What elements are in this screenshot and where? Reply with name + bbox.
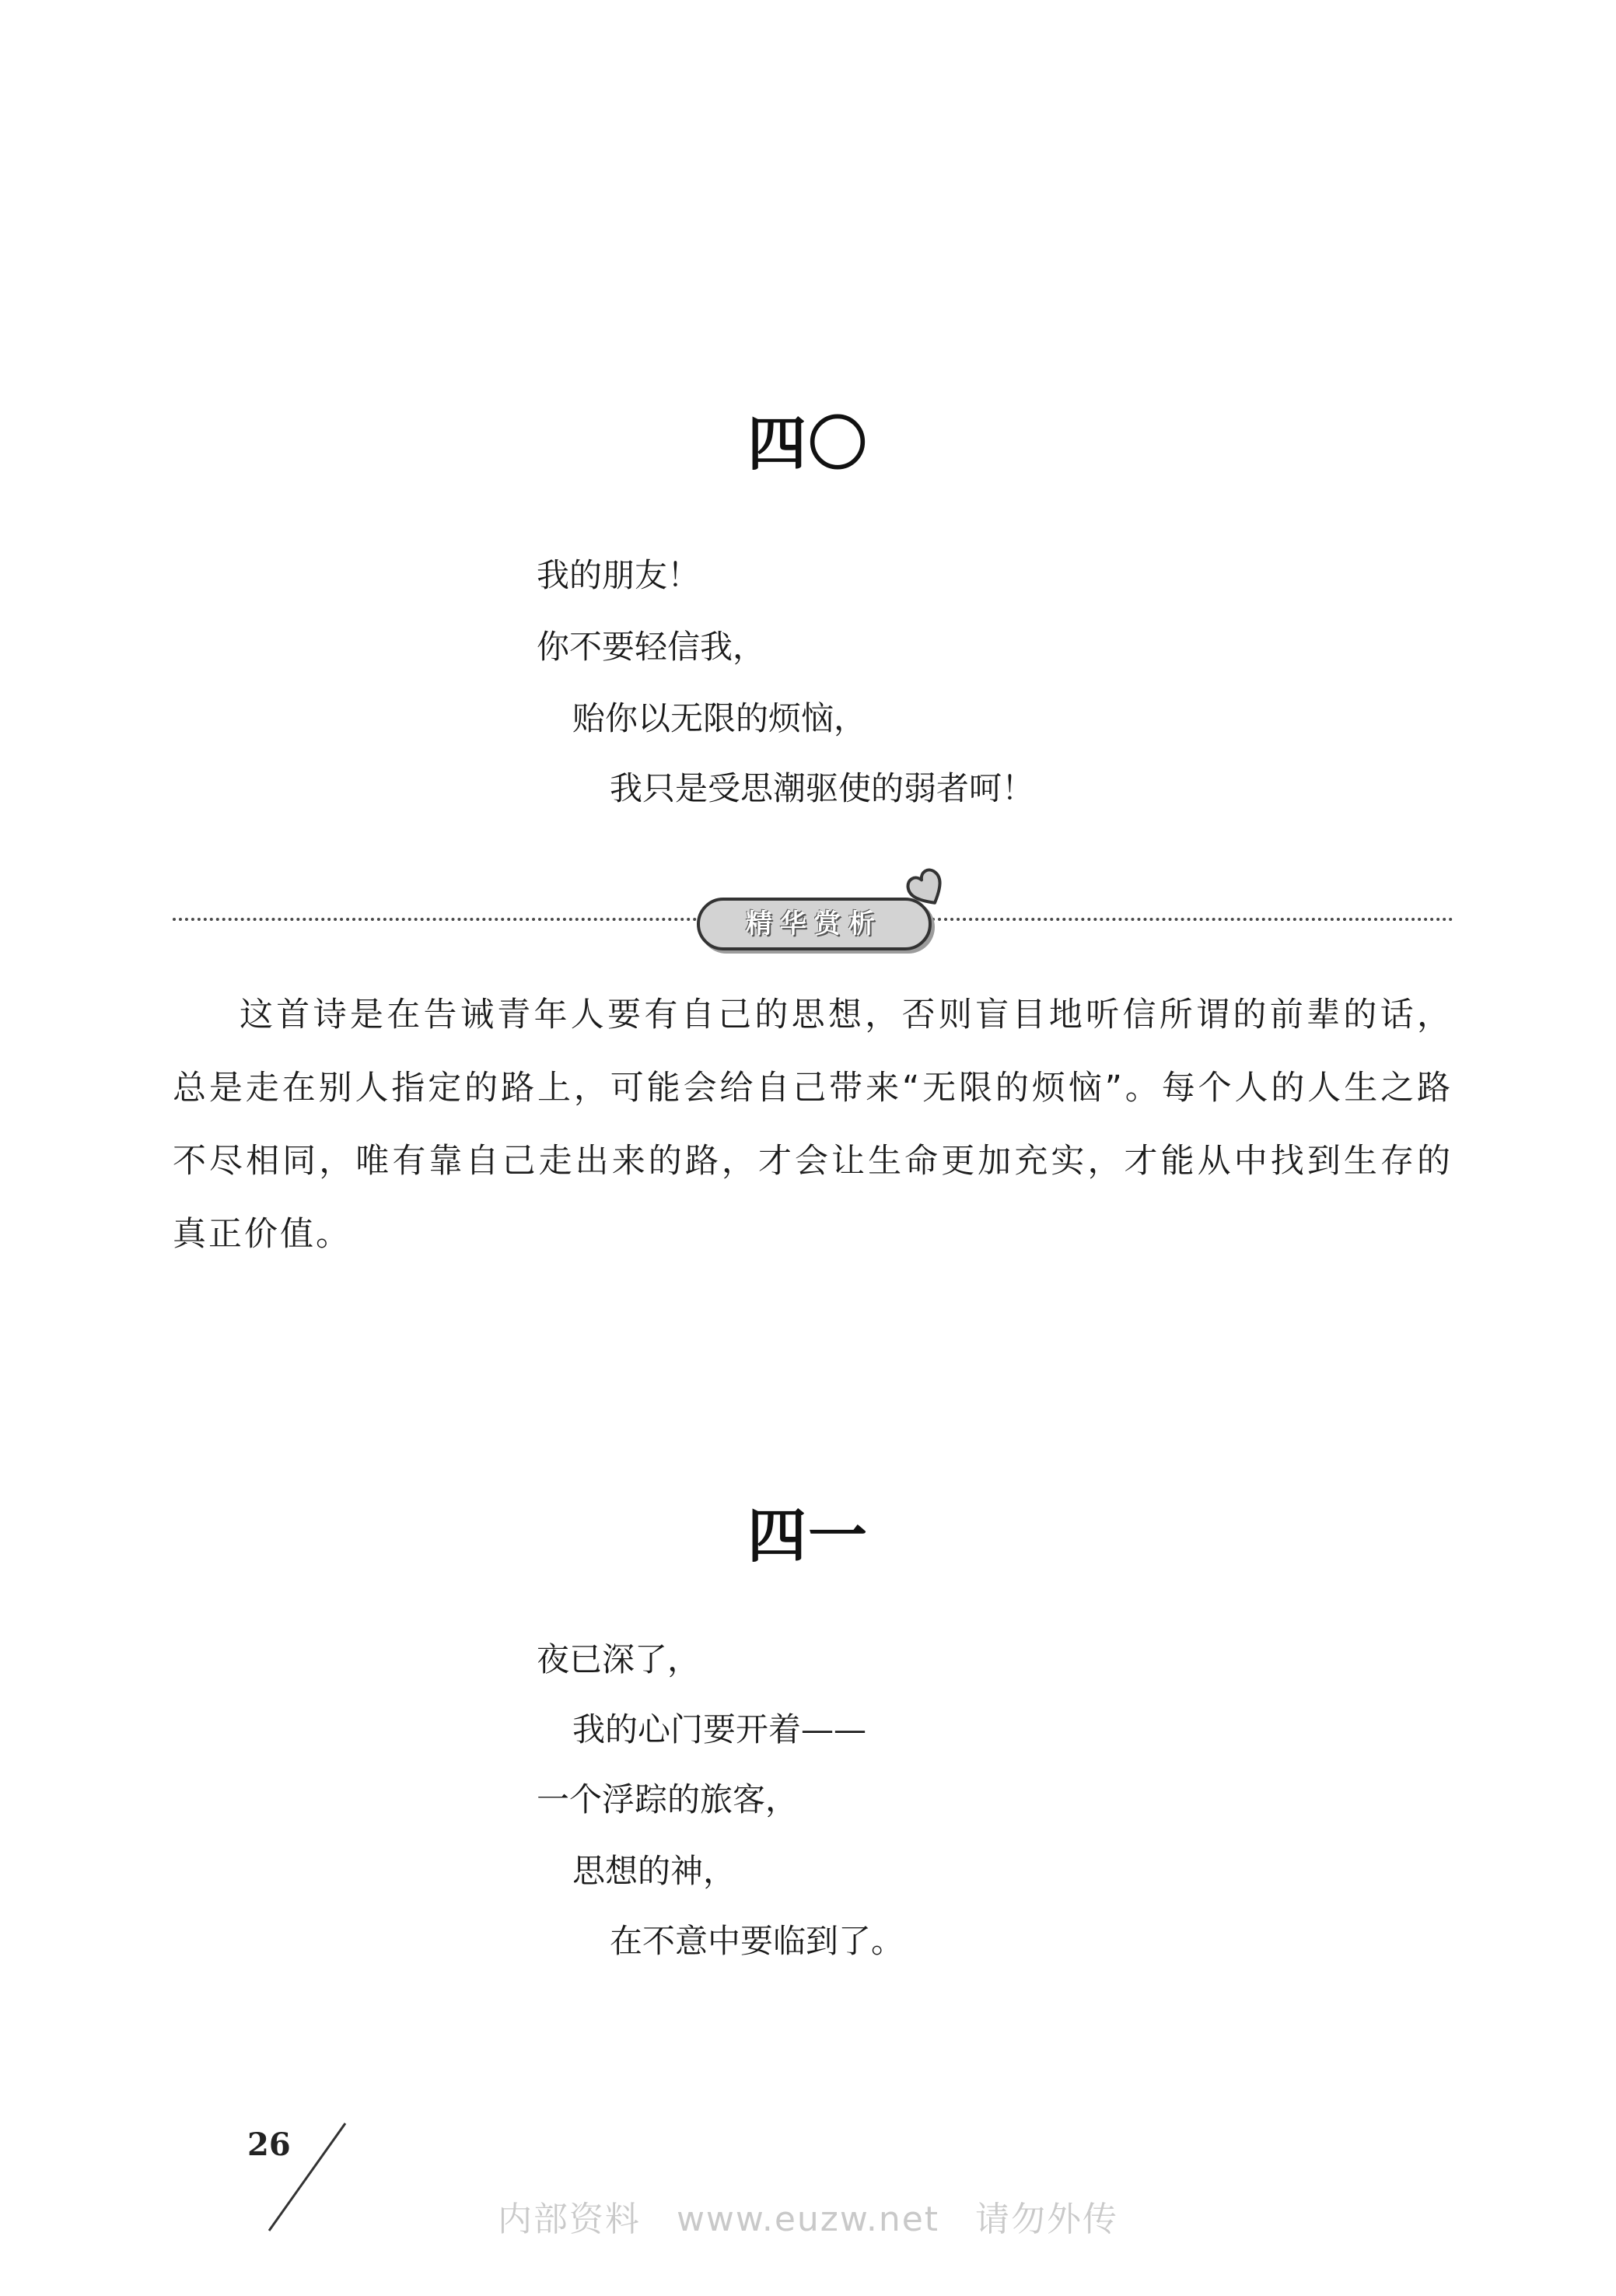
poem-line: 贻你以无限的烦恼， <box>572 699 867 737</box>
poem-line: 在不意中要临到了。 <box>610 1922 904 1960</box>
poem-line: 一个浮踪的旅客， <box>537 1780 799 1818</box>
divider-left <box>173 918 697 921</box>
poem-line: 我只是受思潮驱使的弱者呵！ <box>610 769 1035 807</box>
section-title-40: 四〇 <box>747 409 869 478</box>
highlight-analysis-badge: 精华赏析 <box>697 898 932 950</box>
watermark <box>0 2198 1616 2242</box>
page-number: 26 <box>247 2126 291 2163</box>
watermark-left: 内部资料 <box>497 2200 641 2239</box>
poem-line: 夜已深了， <box>537 1640 701 1678</box>
watermark-right: 请勿外传 <box>975 2200 1119 2239</box>
poem-line: 我的朋友！ <box>537 556 701 594</box>
section-title-41: 四一 <box>747 1501 869 1570</box>
poem-line: 你不要轻信我， <box>537 628 766 666</box>
poem-line: 我的心门要开着—— <box>572 1710 867 1748</box>
poem-line: 思想的神， <box>572 1852 736 1890</box>
commentary-paragraph: 这首诗是在告诫青年人要有自己的思想，否则盲目地听信所谓的前辈的话，总是走在别人指定的路上，可能会给自己带来“无限的烦恼”。每个人的人生之路不尽相同，唯有靠自己走出来的路，才会让生命更加充实，才能从中找到生存的真正价值。 <box>173 996 1453 1254</box>
watermark-url: www.euzw.net <box>676 2200 940 2239</box>
divider-right <box>932 918 1453 921</box>
heart-icon <box>904 863 947 910</box>
